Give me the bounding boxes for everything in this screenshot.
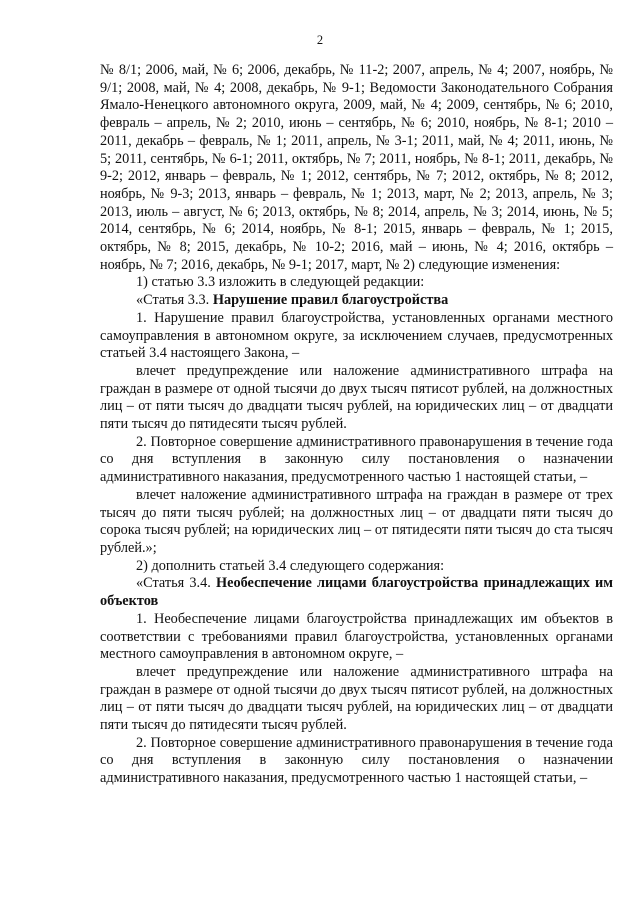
article-3-3-part-1-penalty: влечет предупреждение или наложение административного штрафа на граждан в размере от одной тысячи до двух тысяч пятисот рублей, на должностных лиц – от пяти тысяч до двадцати тысяч рублей, на юридических лиц – от двадцати пяти тысяч до пятидесяти тысяч рублей. xyxy=(100,362,613,433)
article-3-4-part-1: 1. Необеспечение лицами благоустройства принадлежащих им объектов в соответствии с требованиями правил благоустройства, установленных органами местного самоуправления в автономном округе, – xyxy=(100,610,613,663)
article-3-4-number: «Статья 3.4. xyxy=(136,575,216,592)
article-3-3-title: Нарушение правил благоустройства xyxy=(212,292,449,309)
document-body xyxy=(100,62,613,788)
article-3-4-title: Необеспечение лицами благоустройства принадлежащих им объектов xyxy=(100,575,613,610)
article-3-4-part-2: 2. Повторное совершение административного правонарушения в течение года со дня вступления в законную силу постановления о назначении административного наказания, предусмотренного частью 1 настоящей статьи, – xyxy=(100,734,613,787)
paragraph-item-1: 1) статью 3.3 изложить в следующей редакции: xyxy=(136,274,425,291)
paragraph-item-2: 2) дополнить статьей 3.4 следующего содержания: xyxy=(136,557,445,574)
page-number: 2 xyxy=(316,33,324,47)
paragraph-sources-list: № 8/1; 2006, май, № 6; 2006, декабрь, № 11-2; 2007, апрель, № 4; 2007, ноябрь, № 9/1; 2008, май, № 4; 2008, декабрь, № 9-1; Ведомости Законодательного Собрания Ямало-Ненецкого автономного округа, 2009, май, № 4; 2009, сентябрь, № 6; 2010, февраль – апрель, № 2; 2010, июнь – сентябрь, № 6; 2010, ноябрь, № 8-1; 2010 – 2011, декабрь – февраль, № 1; 2011, апрель, № 3-1; 2011, май, № 4; 2011, июнь, № 5; 2011, сентябрь, № 6-1; 2011, октябрь, № 7; 2011, ноябрь, № 8-1; 2011, декабрь, № 9-2; 2012, январь – февраль, № 1; 2012, сентябрь, № 7; 2012, октябрь, № 8; 2012, ноябрь, № 9-3; 2013, январь – февраль, № 1; 2013, март, № 2; 2013, апрель, № 3; 2013, июль – август, № 6; 2013, октябрь, № 8; 2014, апрель, № 3; 2014, июнь, № 5; 2014, сентябрь, № 6; 2014, ноябрь, № 8-1; 2015, январь – февраль, № 1; 2015, октябрь, № 8; 2015, декабрь, № 10-2; 2016, май – июнь, № 4; 2016, октябрь – ноябрь, № 7; 2016, декабрь, № 9-1; 2017, март, № 2) следующие изменения: xyxy=(100,62,613,273)
article-3-4-heading xyxy=(100,575,613,610)
article-3-4-part-1-penalty: влечет предупреждение или наложение административного штрафа на граждан в размере от одной тысячи до двух тысяч пятисот рублей, на должностных лиц – от пяти тысяч до двадцати тысяч рублей, на юридических лиц – от двадцати пяти тысяч до пятидесяти тысяч рублей. xyxy=(100,663,613,734)
article-3-3-number: «Статья 3.3. xyxy=(136,292,213,309)
article-3-3-heading xyxy=(100,292,613,310)
article-3-3-part-1: 1. Нарушение правил благоустройства, установленных органами местного самоуправления в автономном округе, за исключением случаев, предусмотренных статьей 3.4 настоящего Закона, – xyxy=(100,309,613,362)
article-3-3-part-2-penalty: влечет наложение административного штрафа на граждан в размере от трех тысяч до пяти тысяч рублей; на должностных лиц – от двадцати пяти тысяч до сорока тысяч рублей; на юридических лиц – от пятидесяти пяти тысяч до ста тысяч рублей.»; xyxy=(100,486,613,556)
article-3-3-part-2: 2. Повторное совершение административного правонарушения в течение года со дня вступления в законную силу постановления о назначении административного наказания, предусмотренного частью 1 настоящей статьи, – xyxy=(100,433,613,486)
